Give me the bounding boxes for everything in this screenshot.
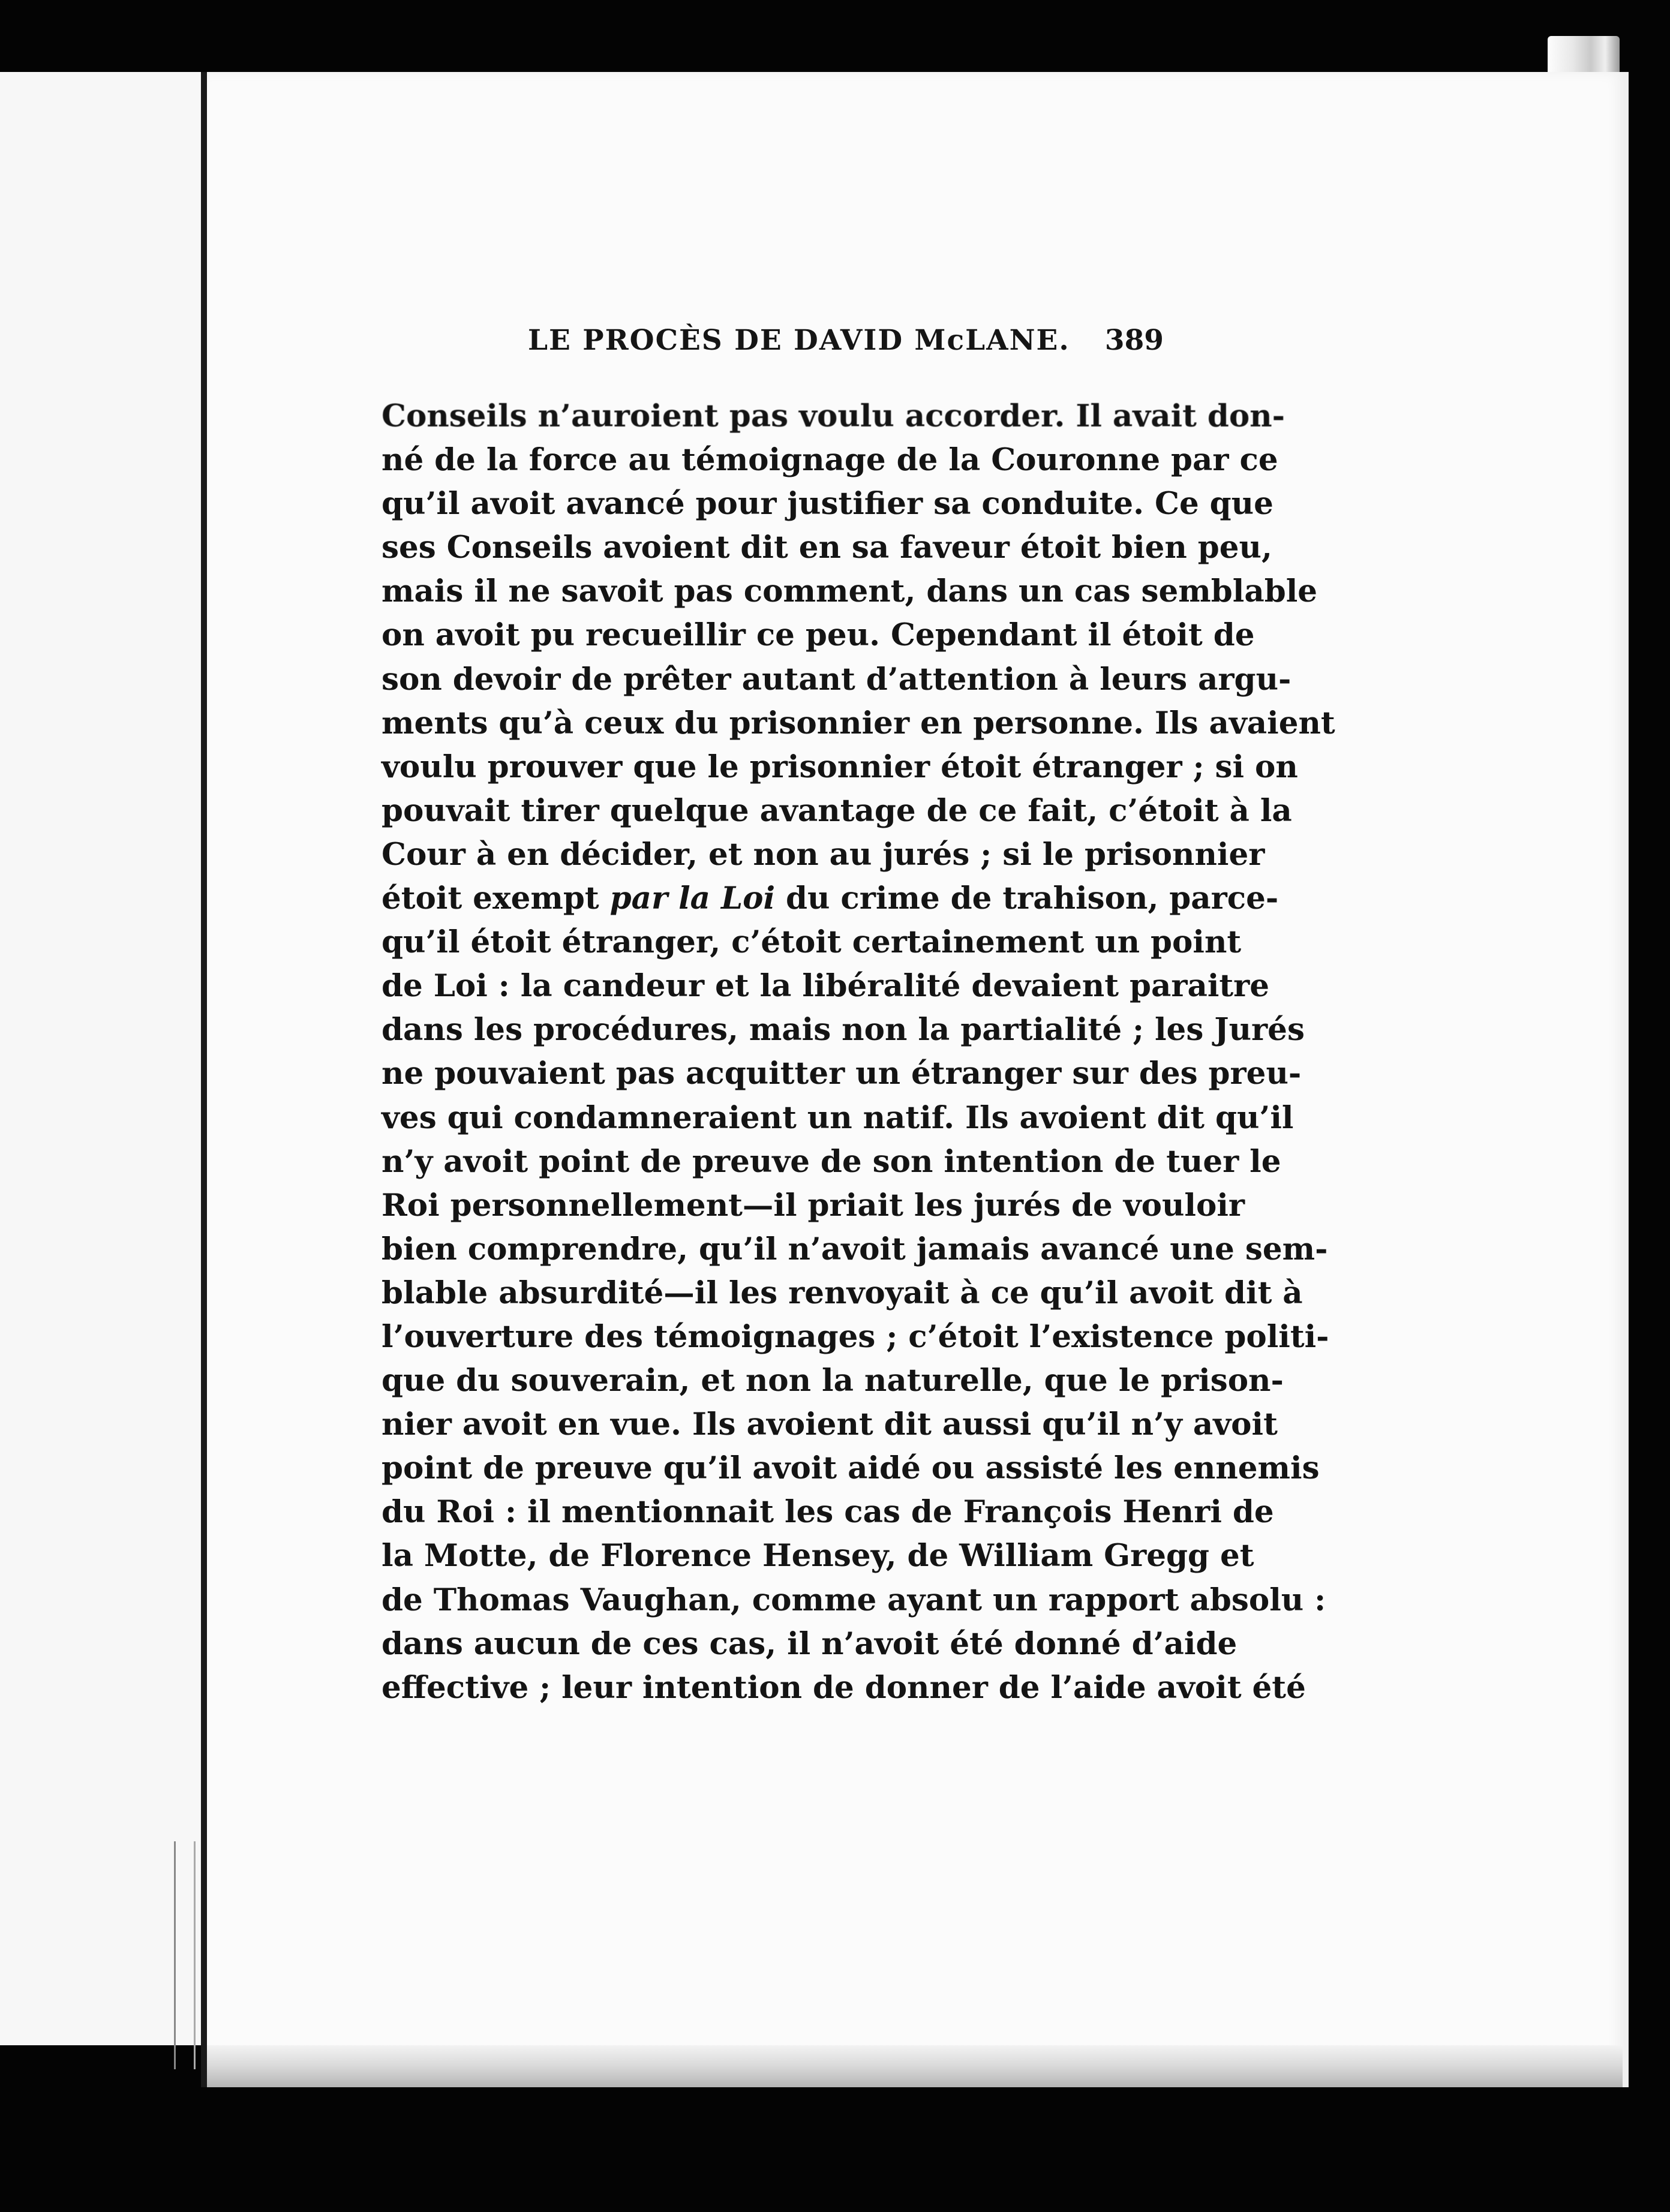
body-text <box>382 395 1335 1710</box>
text-line: Roi personnellement—il priait les jurés de vouloir <box>382 1187 1245 1224</box>
text-line: du Roi : il mentionnait les cas de François Henri de <box>382 1494 1274 1531</box>
text-line: nier avoit en vue. Ils avoient dit aussi qu’il n’y avoit <box>382 1406 1278 1443</box>
text-line: né de la force au témoignage de la Couronne par ce <box>382 442 1278 479</box>
text-line: ves qui condamneraient un natif. Ils avoient dit qu’il <box>382 1099 1294 1136</box>
text-line <box>382 877 1279 921</box>
text-line: l’ouverture des témoignages ; c’étoit l’existence politi- <box>382 1318 1329 1355</box>
text-run: du crime de trahison, parce- <box>775 880 1279 917</box>
text-line: voulu prouver que le prisonnier étoit étranger ; si on <box>382 749 1298 785</box>
text-line: dans aucun de ces cas, il n’avoit été donné d’aide <box>382 1625 1238 1662</box>
left-facing-page <box>0 72 205 2045</box>
left-page-edge <box>174 1841 196 2069</box>
italic-phrase: par la Loi <box>609 880 776 917</box>
text-line: blable absurdité—il les renvoyait à ce qu’il avoit dit à <box>382 1275 1303 1311</box>
text-run: étoit exempt <box>382 880 610 917</box>
text-line: mais il ne savoit pas comment, dans un cas semblable <box>382 573 1318 610</box>
text-line: que du souverain, et non la naturelle, que le prison- <box>382 1363 1284 1399</box>
page-number: 389 <box>1104 324 1164 357</box>
text-line: dans les procédures, mais non la partialité ; les Jurés <box>382 1012 1305 1048</box>
text-line: ne pouvaient pas acquitter un étranger sur des preu- <box>382 1056 1302 1092</box>
text-line: de Thomas Vaughan, comme ayant un rapport absolu : <box>382 1582 1326 1618</box>
text-line: effective ; leur intention de donner de l’aide avoit été <box>382 1669 1306 1706</box>
text-line: qu’il avoit avancé pour justifier sa conduite. Ce que <box>382 486 1273 522</box>
text-line: ments qu’à ceux du prisonnier en personne. Ils avaient <box>382 705 1335 741</box>
running-head <box>528 324 1164 366</box>
text-line: son devoir de prêter autant d’attention à leurs argu- <box>382 661 1291 698</box>
text-line: bien comprendre, qu’il n’avoit jamais avancé une sem- <box>382 1231 1328 1267</box>
text-line: n’y avoit point de preuve de son intention de tuer le <box>382 1143 1281 1180</box>
text-line: la Motte, de Florence Hensey, de William Gregg et <box>382 1538 1254 1574</box>
text-line: de Loi : la candeur et la libéralité devaient paraitre <box>382 968 1270 1005</box>
text-line: qu’il étoit étranger, c’étoit certainement un point <box>382 924 1242 961</box>
text-line: pouvait tirer quelque avantage de ce fait, c’étoit à la <box>382 792 1292 829</box>
running-head-title: LE PROCÈS DE DAVID McLANE. <box>528 324 1070 357</box>
page-stack-bottom-edge <box>207 2045 1623 2087</box>
text-line: point de preuve qu’il avoit aidé ou assisté les ennemis <box>382 1450 1320 1487</box>
text-line: on avoit pu recueillir ce peu. Cependant il étoit de <box>382 617 1255 654</box>
text-line: Cour à en décider, et non au jurés ; si le prisonnier <box>382 836 1265 873</box>
text-line: ses Conseils avoient dit en sa faveur étoit bien peu, <box>382 530 1272 566</box>
text-line: Conseils n’auroient pas voulu accorder. Il avait don- <box>382 398 1285 434</box>
